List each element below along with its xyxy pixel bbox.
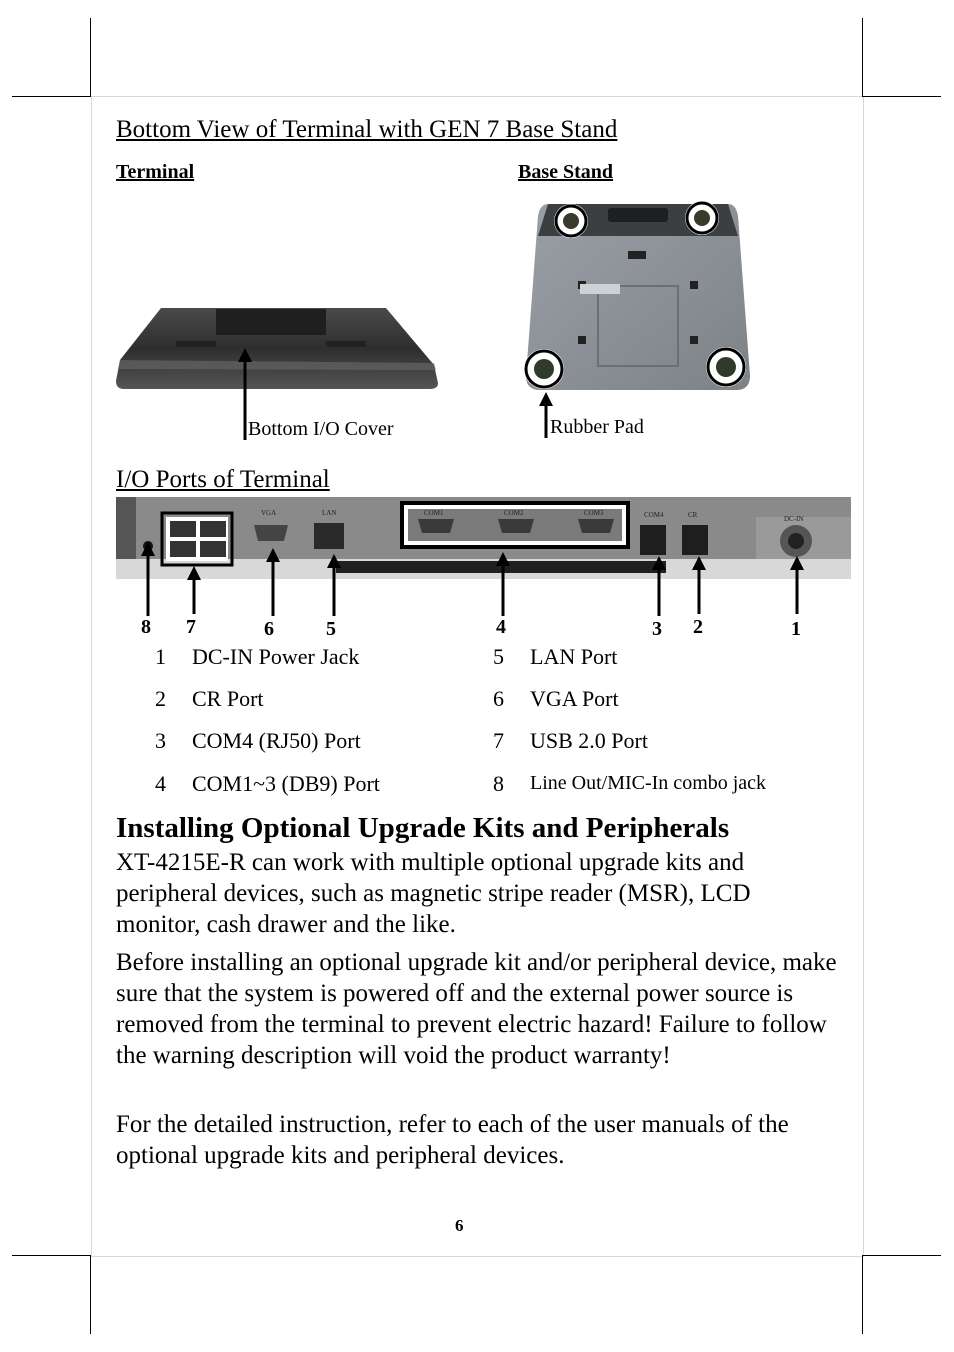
marker-6: 6 xyxy=(264,618,274,640)
crop-mark xyxy=(862,1255,941,1256)
lan-panel-label: LAN xyxy=(322,509,337,517)
port-num: 4 xyxy=(155,771,166,796)
dcin-panel-label: DC-IN xyxy=(784,515,804,523)
callout-bottom-io-cover: Bottom I/O Cover xyxy=(248,418,394,440)
crop-mark xyxy=(12,96,91,97)
crop-mark xyxy=(862,1256,863,1334)
base-stand-label: Base Stand xyxy=(518,161,614,183)
port-num: 1 xyxy=(155,644,166,669)
port-num: 2 xyxy=(155,686,166,711)
port-num: 5 xyxy=(493,644,504,669)
marker-4: 4 xyxy=(496,616,506,638)
port-num: 6 xyxy=(493,686,504,711)
install-paragraph: XT-4215E-R can work with multiple optional upgrade kits and peripheral devices, such as magnetic stripe reader (MSR), LCD monitor, cash drawer and the like. xyxy=(116,849,751,938)
crop-mark xyxy=(90,1256,91,1334)
port-label: COM4 (RJ50) Port xyxy=(192,728,361,753)
port-marker-arrows xyxy=(116,540,851,620)
port-label: CR Port xyxy=(192,686,264,711)
port-num: 7 xyxy=(493,728,504,753)
terminal-label: Terminal xyxy=(116,161,195,183)
com3-panel-label: COM3 xyxy=(584,509,604,517)
crop-mark xyxy=(862,96,941,97)
marker-3: 3 xyxy=(652,618,662,640)
terminal-bottom-photo xyxy=(116,305,438,390)
com2-panel-label: COM2 xyxy=(504,509,524,517)
marker-5: 5 xyxy=(326,618,336,640)
port-label: USB 2.0 Port xyxy=(530,728,648,753)
marker-7: 7 xyxy=(186,616,196,638)
crop-mark xyxy=(862,18,863,96)
port-label: Line Out/MIC-In combo jack xyxy=(530,772,767,794)
cr-panel-label: CR xyxy=(688,511,698,519)
marker-2: 2 xyxy=(693,616,703,638)
section-title-io-ports: I/O Ports of Terminal xyxy=(116,466,330,493)
com4-panel-label: COM4 xyxy=(644,511,664,519)
callout-rubber-pad: Rubber Pad xyxy=(550,416,644,438)
port-label: LAN Port xyxy=(530,644,618,669)
marker-1: 1 xyxy=(791,618,801,640)
vga-panel-label: VGA xyxy=(261,509,277,517)
crop-mark xyxy=(12,1255,91,1256)
install-heading: Installing Optional Upgrade Kits and Peripherals xyxy=(116,812,730,844)
crop-mark xyxy=(90,18,91,96)
port-num: 3 xyxy=(155,728,166,753)
install-paragraph: Before installing an optional upgrade kit and/or peripheral device, make sure that the system is powered off and the external power source is removed from the terminal to prevent electric hazard! Failure to follow the warning description will void the product warranty! xyxy=(116,949,837,1069)
marker-8: 8 xyxy=(141,616,151,638)
base-stand-photo xyxy=(518,196,758,396)
port-label: DC-IN Power Jack xyxy=(192,644,360,669)
page-number: 6 xyxy=(455,1216,464,1235)
port-label: COM1~3 (DB9) Port xyxy=(192,771,380,796)
port-label: VGA Port xyxy=(530,686,619,711)
section-title-bottom-view: Bottom View of Terminal with GEN 7 Base Stand xyxy=(116,116,618,143)
install-paragraph: For the detailed instruction, refer to each of the user manuals of the optional upgrade kits and peripheral devices. xyxy=(116,1111,789,1169)
com1-panel-label: COM1 xyxy=(424,509,444,517)
port-num: 8 xyxy=(493,771,504,796)
